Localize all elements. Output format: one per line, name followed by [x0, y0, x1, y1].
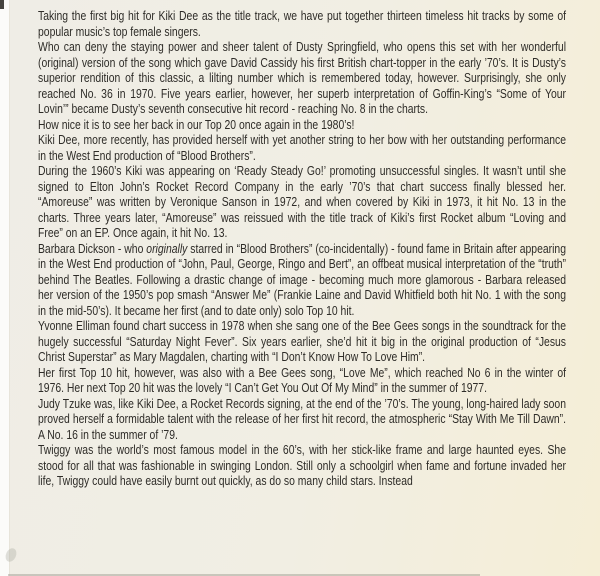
- text-segment: Barbara Dickson - who: [38, 240, 147, 256]
- text-segment: Yvonne Elliman found chart success in 1978 when she sang one of the Bee Gees songs in the soundtrack for the hugely successful “Saturday Night Fever”. Six years earlier, she’d hit it big in the original production of “Jesus Christ Superstar” as Mary Magdalen, charting with “I Don’t Know How To Love Him”.: [38, 318, 566, 364]
- paragraph: [38, 39, 566, 117]
- liner-notes-text: [38, 8, 566, 489]
- text-segment: Who can deny the staying power and sheer talent of Dusty Springfield, who opens this set with her wonderful (original) version of the song which gave David Cassidy his first British chart-topper in the early ’70’s. It is Dusty’s superior rendition of this classic, a lilting number which is remembered today, however. Surprisingly, she only reached No. 36 in 1970. Five years earlier, however, her superb interpretation of Goffin-King’s “Some of Your Lovin’” became Dusty’s seventh consecutive hit record - reaching No. 8 in the charts.: [38, 39, 566, 116]
- paragraph: [38, 365, 566, 396]
- text-segment: During the 1960’s Kiki was appearing on ‘Ready Steady Go!’ promoting unsuccessful singles. It wasn’t until she signed to Elton John’s Rocket Record Company in the early ’70’s that chart success finally blessed her. “Amoreuse” was written by Veronique Sanson in 1972, and when covered by Kiki in 1973, it hit No. 13 in the charts. Three years later, “Amoreuse” was reissued with the title track of Kiki’s first Rocket album “Loving and Free” on an EP. Once again, it hit No. 13.: [38, 163, 566, 240]
- text-segment: starred in “Blood Brothers” (co-incidentally) - found fame in Britain after appearing in the West End production of “John, Paul, George, Ringo and Bert”, an offbeat musical interpretation of the “truth” behind The Beatles. Following a drastic change of image - becoming much more glamorous - Barbara released her version of the 1950’s pop smash “Answer Me” (Frankie Laine and David Whitfield both hit No. 1 with the song in the mid-50’s). It became her first (and to date only) solo Top 10 hit.: [38, 240, 566, 318]
- paragraph: [38, 163, 566, 241]
- scan-paper-edge: [0, 0, 10, 576]
- text-segment: Taking the first big hit for Kiki Dee as the title track, we have put together thirteen timeless hit tracks by some of popular music’s top female singers.: [38, 8, 566, 39]
- text-segment: How nice it is to see her back in our Top 20 once again in the 1980’s!: [38, 116, 355, 132]
- text-segment: Twiggy was the world’s most famous model in the 60’s, with her stick-like frame and large haunted eyes. She stood for all that was fashionable in swinging London. Still only a schoolgirl when fame and fortune invaded her life, Twiggy could have easily burnt out quickly, as do so many child stars. Instead: [38, 442, 566, 488]
- text-segment: Kiki Dee, more recently, has provided herself with yet another string to her bow with her outstanding performance in the West End production of “Blood Brothers”.: [38, 132, 566, 163]
- scan-corner-mark: [0, 0, 4, 9]
- text-segment: Her first Top 10 hit, however, was also with a Bee Gees song, “Love Me”, which reached No 6 in the winter of 1976. Her next Top 20 hit was the lovely “I Can’t Get You Out Of My Mind” in the summer of 1977.: [38, 364, 566, 395]
- paragraph: [38, 117, 566, 133]
- italic-text-segment: originally: [146, 240, 188, 256]
- paragraph: [38, 8, 566, 39]
- paragraph: [38, 132, 566, 163]
- text-segment: Judy Tzuke was, like Kiki Dee, a Rocket Records signing, at the end of the ’70’s. The young, long-haired lady soon proved herself a formidable talent with the release of her first hit record, the atmospheric “Stay With Me Till Dawn”. A No. 16 in the summer of ’79.: [38, 395, 566, 442]
- paragraph: [38, 241, 566, 319]
- paragraph: [38, 318, 566, 365]
- paragraph: [38, 396, 566, 443]
- paragraph: [38, 442, 566, 489]
